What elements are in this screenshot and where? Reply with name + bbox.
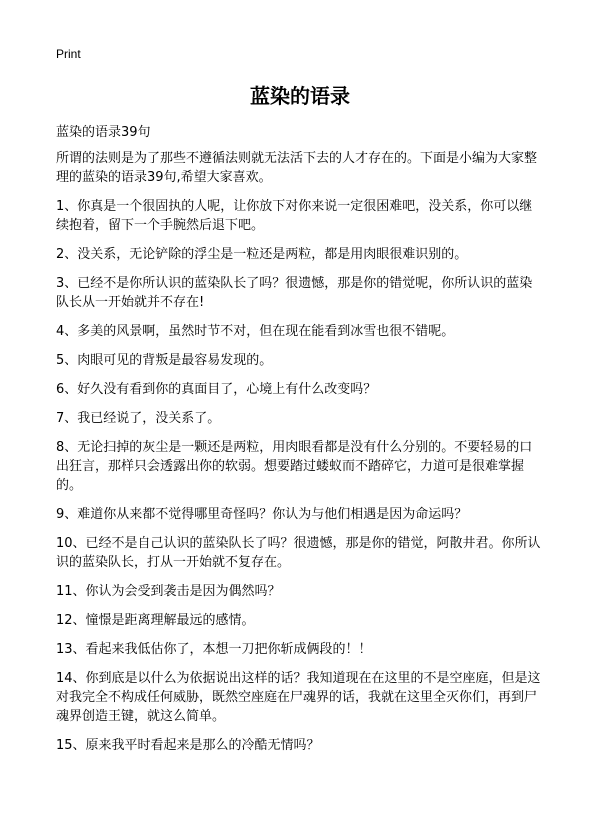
- quote-paragraph: 8、无论扫掉的灰尘是一颗还是两粒，用肉眼看都是没有什么分别的。不要轻易的口出狂言，那样只会透露出你的软弱。想要踏过蝼蚁而不踏碎它，力道可是很难掌握的。: [56, 440, 533, 493]
- article-subtitle: 蓝染的语录39句: [56, 125, 151, 140]
- quote-paragraph: 5、肉眼可见的背叛是最容易发现的。: [56, 353, 273, 368]
- quote-paragraph: 14、你到底是以什么为依据说出这样的话？我知道现在在这里的不是空座庭，但是这对我完全不构成任何威胁，既然空座庭在尸魂界的话，我就在这里全灭你们，再到尸魂界创造王键，就这么简单。: [56, 671, 541, 724]
- quote-paragraph: 1、你真是一个很固执的人呢，让你放下对你来说一定很困难吧，没关系，你可以继续抱着，留下一个手腕然后退下吧。: [56, 199, 533, 233]
- page-title: 蓝染的语录: [250, 84, 350, 108]
- quote-paragraph: 11、你认为会受到袭击是因为偶然吗？: [56, 584, 281, 599]
- quote-paragraph: 15、原来我平时看起来是那么的冷酷无情吗？: [56, 738, 320, 753]
- print-link[interactable]: Print: [56, 47, 81, 61]
- quote-paragraph: 2、没关系，无论铲除的浮尘是一粒还是两粒，都是用肉眼很难识别的。: [56, 247, 468, 262]
- quote-paragraph: 4、多美的风景啊，虽然时节不对，但在现在能看到冰雪也很不错呢。: [56, 324, 455, 339]
- quote-paragraph: 7、我已经说了，没关系了。: [56, 411, 221, 426]
- quote-paragraph: 9、难道你从来都不觉得哪里奇怪吗？你认为与他们相遇是因为命运吗？: [56, 507, 468, 522]
- quote-paragraph: 3、已经不是你所认识的蓝染队长了吗？很遗憾，那是你的错觉呢，你所认识的蓝染队长从一开始就并不存在!: [56, 276, 533, 310]
- intro-paragraph: 所谓的法则是为了那些不遵循法则就无法活下去的人才存在的。下面是小编为大家整理的蓝染的语录39句,希望大家喜欢。: [56, 151, 538, 185]
- quote-paragraph: 13、看起来我低估你了，本想一刀把你斩成俩段的！！: [56, 642, 372, 657]
- quote-paragraph: 6、好久没有看到你的真面目了，心境上有什么改变吗？: [56, 382, 377, 397]
- article-body: [56, 149, 544, 765]
- quote-paragraph: 10、已经不是自己认识的蓝染队长了吗？很遗憾，那是你的错觉，阿散井君。你所认识的蓝染队长，打从一开始就不复存在。: [56, 536, 541, 570]
- quote-paragraph: 12、憧憬是距离理解最远的感情。: [56, 613, 255, 628]
